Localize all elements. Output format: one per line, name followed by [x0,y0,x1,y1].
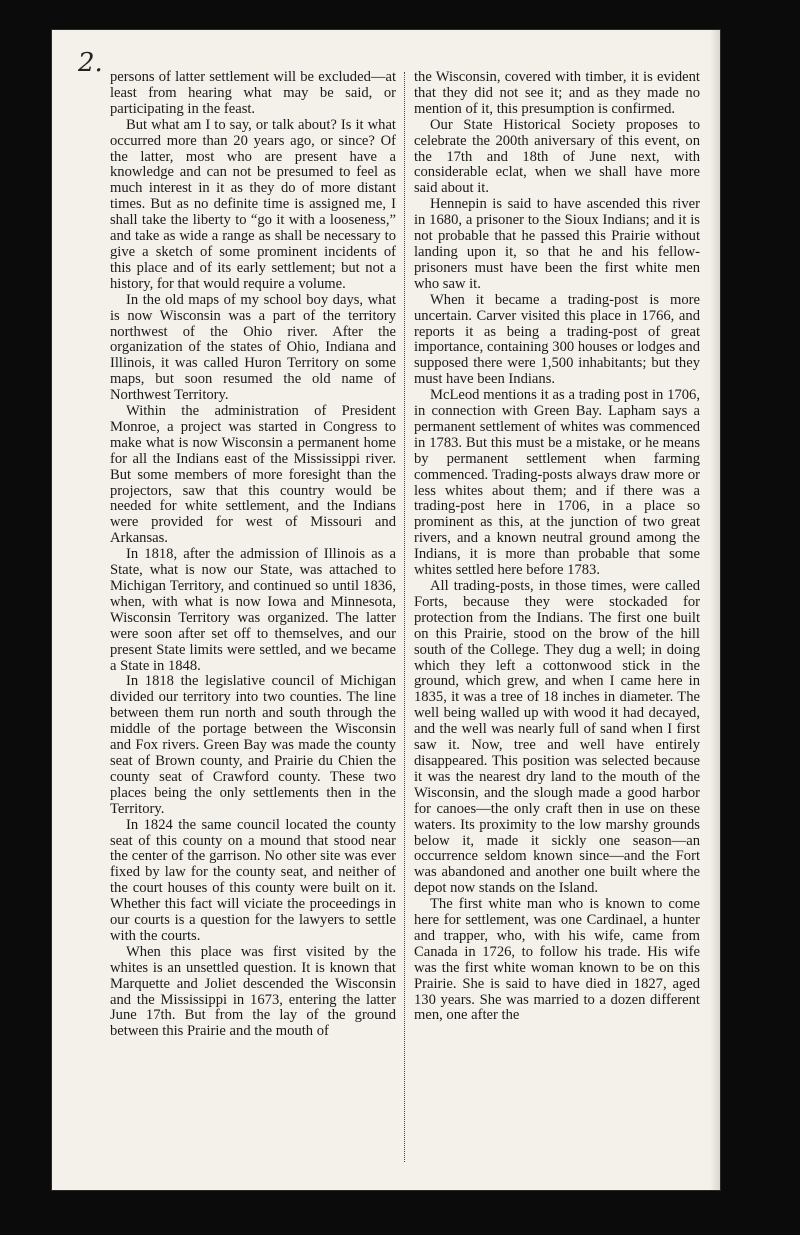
paragraph: All trading-posts, in those times, were called Forts, because they were stockaded for protection from the Indians. The first one built on this Prairie, stood on the brow of the hill south of the College. They dug a well; in doing which they left a cottonwood stick in the ground, which grew, and when I came here in 1835, it was a tree of 18 inches in diameter. The well being walled up with wood it had decayed, and the well was nearly full of sand when I first saw it. Now, tree and well have entirely disappeared. This position was selected because it was the nearest dry land to the mouth of the Wisconsin, and the slough made a good harbor for canoes—the only craft then in use on these waters. Its proximity to the low marshy grounds below it, made it sickly one season—an occurrence seldom known since—and the Fort was abandoned and another one built where the depot now stands on the Island. [414,578,700,897]
paragraph: When it became a trading-post is more uncertain. Carver visited this place in 1766, and reports it as being a trading-post of great importance, containing 300 houses or lodges and supposed there were 1,500 inhabitants; but they must have been Indians. [414,291,700,388]
paragraph: McLeod mentions it as a trading post in 1706, in connection with Green Bay. Lapham says a permanent settlement of whites was commenced in 1783. But this must be a mistake, or he means by permanent settlement when farming commenced. Trading-posts always draw more or less whites about them; and if there was a trading-post here in 1706, in a place so prominent as this, at the junction of two great rivers, and a known neutral ground among the Indians, it is more than probable that some whites settled here before 1783. [414,387,700,579]
page-number: 2. [78,48,103,78]
paragraph: In 1818, after the admission of Illinois as a State, what is now our State, was attached to Michigan Territory, and continued so until 1836, when, with what is now Iowa and Minnesota, Wisconsin Territory was organized. The latter were soon after set off to themselves, and our present State limits were settled, and we became a State in 1848. [110,546,396,674]
right-column [414,70,700,1024]
paragraph: In 1818 the legislative council of Michigan divided our territory into two counties. The line between them run north and south through the middle of the portage between the Wisconsin and Fox rivers. Green Bay was made the county seat of Brown county, and Prairie du Chien the county seat of Crawford county. These two places being the only settlements then in the Territory. [110,673,396,817]
paragraph: Within the administration of President Monroe, a project was started in Congress to make what is now Wisconsin a permanent home for all the Indians east of the Mississippi river. But some members of more foresight than the projectors, saw that this country would be needed for white settlement, and the Indians were provided for west of Missouri and Arkansas. [110,403,396,547]
paragraph: In the old maps of my school boy days, what is now Wisconsin was a part of the territory northwest of the Ohio river. After the organization of the states of Ohio, Indiana and Illinois, it was called Huron Territory on some maps, but soon resumed the old name of Northwest Territory. [110,291,396,404]
column-divider [404,72,405,1162]
paragraph: But what am I to say, or talk about? Is it what occurred more than 20 years ago, or since? Of the latter, most who are present have a knowledge and can not be presumed to feel as much interest in it as they do of more distant times. But as no definite time is assigned me, I shall take the liberty to “go it with a looseness,” and take as wide a range as shall be necessary to give a sketch of some prominent incidents of this place and of its early settlement; but not a history, for that would require a volume. [110,116,396,292]
paragraph: the Wisconsin, covered with timber, it is evident that they did not see it; and as they made no mention of it, this presumption is confirmed. [414,69,700,117]
paragraph: Our State Historical Society proposes to celebrate the 200th aniversary of this event, on the 17th and 18th of June next, with considerable eclat, when we shall have more said about it. [414,116,700,197]
paragraph: In 1824 the same council located the county seat of this county on a mound that stood near the center of the garrison. No other site was ever fixed by law for the county seat, and neither of the court houses of this county were built on it. Whether this fact will viciate the proceedings in our courts is a question for the lawyers to settle with the courts. [110,816,396,944]
left-column [110,70,396,1040]
paragraph: The first white man who is known to come here for settlement, was one Cardinael, a hunter and trapper, who, with his wife, came from Canada in 1726, to follow his trade. His wife was the first white woman known to be on this Prairie. She is said to have died in 1827, aged 130 years. She was married to a dozen different men, one after the [414,896,700,1024]
newspaper-page [52,30,720,1190]
page-edge-shadow [710,30,720,1190]
paragraph: When this place was first visited by the whites is an unsettled question. It is known that Marquette and Joliet descended the Wisconsin and the Mississippi in 1673, entering the latter June 17th. But from the lay of the ground between this Prairie and the mouth of [110,943,396,1040]
paragraph: Hennepin is said to have ascended this river in 1680, a prisoner to the Sioux Indians; and it is not probable that he passed this Prairie without landing upon it, so that he and his fellow-prisoners must have been the first white men who saw it. [414,196,700,292]
paragraph: persons of latter settlement will be excluded—at least from hearing what may be said, or participating in the feast. [110,69,396,117]
